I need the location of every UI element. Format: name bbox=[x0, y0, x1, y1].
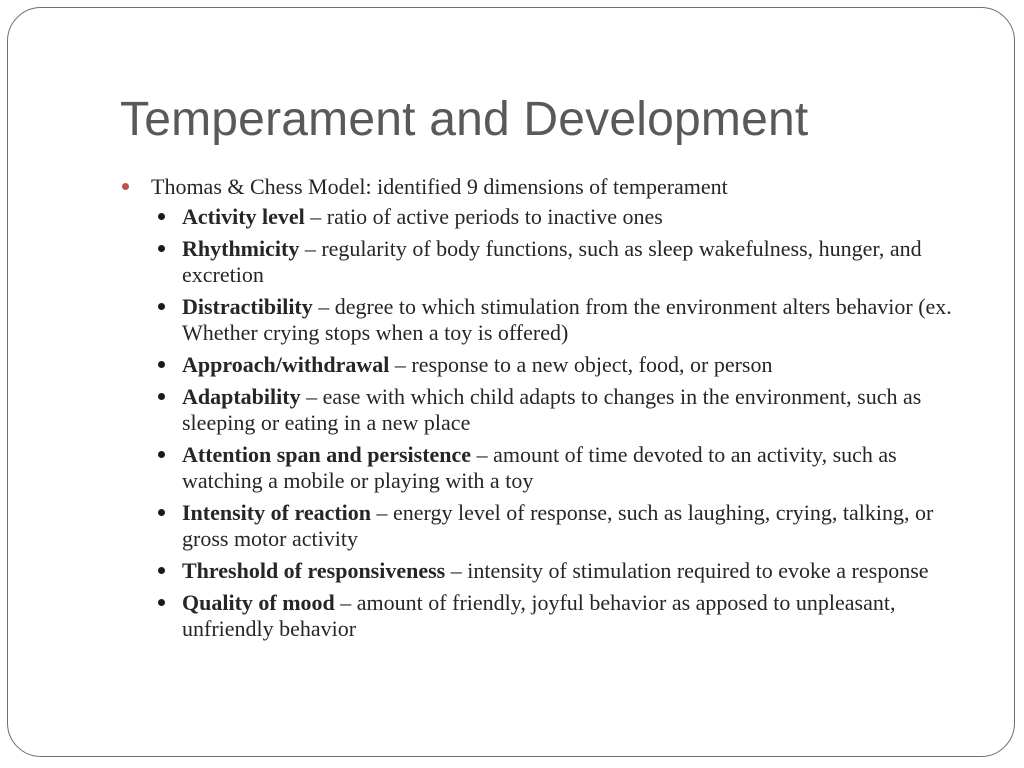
bullet-dot-icon bbox=[158, 245, 165, 252]
dimension-item-quality-of-mood bbox=[118, 590, 978, 642]
bullet-dot-icon bbox=[158, 393, 165, 400]
dimension-description: – amount of time devoted to an activity, such as watching a mobile or playing with a toy bbox=[182, 442, 897, 493]
dimension-description: – response to a new object, food, or person bbox=[389, 352, 773, 377]
dimension-item-distractibility bbox=[118, 294, 978, 346]
dimension-term: Distractibility bbox=[182, 294, 313, 319]
bullet-dot-icon bbox=[158, 451, 165, 458]
slide-title: Temperament and Development bbox=[120, 93, 809, 146]
bullet-dot-icon bbox=[158, 361, 165, 368]
dimension-term: Quality of mood bbox=[182, 590, 335, 615]
dimension-item-attention-span bbox=[118, 442, 978, 494]
dimension-item-intensity-of-reaction bbox=[118, 500, 978, 552]
dimension-item-activity-level bbox=[118, 204, 978, 230]
dimensions-list bbox=[118, 204, 978, 642]
bullet-dot-icon bbox=[158, 213, 165, 220]
dimension-item-threshold bbox=[118, 558, 978, 584]
slide-frame bbox=[7, 7, 1015, 757]
dimension-description: – amount of friendly, joyful behavior as apposed to unpleasant, unfriendly behavior bbox=[182, 590, 896, 641]
bullet-dot-icon bbox=[158, 567, 165, 574]
intro-bullet bbox=[118, 172, 978, 202]
intro-text: Thomas & Chess Model: identified 9 dimensions of temperament bbox=[151, 174, 728, 199]
dimension-item-approach-withdrawal bbox=[118, 352, 978, 378]
dimension-term: Approach/withdrawal bbox=[182, 352, 390, 377]
dimension-term: Adaptability bbox=[182, 384, 301, 409]
slide-content bbox=[118, 172, 978, 648]
dimension-item-adaptability bbox=[118, 384, 978, 436]
dimension-description: – degree to which stimulation from the environment alters behavior (ex. Whether crying stops when a toy is offered) bbox=[182, 294, 952, 345]
bullet-dot-icon bbox=[122, 183, 129, 190]
bullet-dot-icon bbox=[158, 509, 165, 516]
dimension-description: – intensity of stimulation required to evoke a response bbox=[445, 558, 929, 583]
dimension-description: – energy level of response, such as laughing, crying, talking, or gross motor activity bbox=[182, 500, 934, 551]
dimension-description: – ratio of active periods to inactive ones bbox=[304, 204, 663, 229]
bullet-dot-icon bbox=[158, 303, 165, 310]
dimension-term: Rhythmicity bbox=[182, 236, 300, 261]
dimension-description: – ease with which child adapts to changes in the environment, such as sleeping or eating in a new place bbox=[182, 384, 922, 435]
dimension-description: – regularity of body functions, such as sleep wakefulness, hunger, and excretion bbox=[182, 236, 922, 287]
dimension-item-rhythmicity bbox=[118, 236, 978, 288]
dimension-term: Attention span and persistence bbox=[182, 442, 472, 467]
dimension-term: Activity level bbox=[182, 204, 305, 229]
dimension-term: Threshold of responsiveness bbox=[182, 558, 446, 583]
dimension-term: Intensity of reaction bbox=[182, 500, 372, 525]
bullet-dot-icon bbox=[158, 599, 165, 606]
